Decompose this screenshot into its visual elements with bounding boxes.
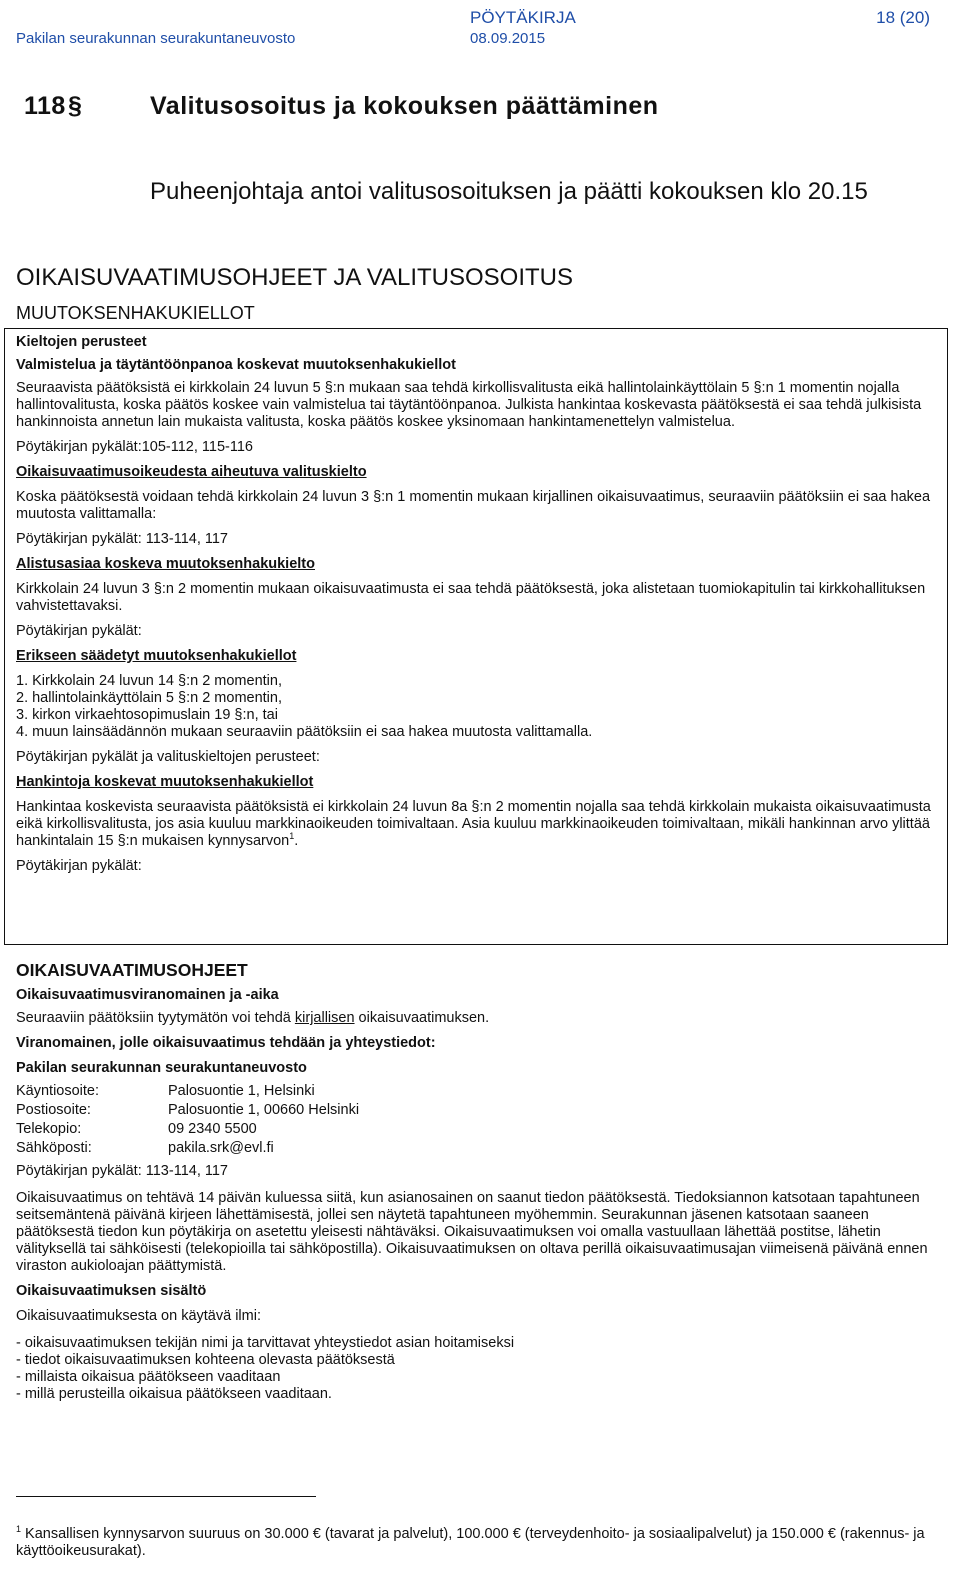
contact-details xyxy=(16,1083,936,1157)
footnote-text: Kansallisen kynnysarvon suuruus on 30.000 € (tavarat ja palvelut), 100.000 € (terveydenhoito- ja sosiaalipalvelut) ja 150.000 € (rakennus- ja käyttöoikeusurakat). xyxy=(16,1526,925,1559)
organization-name: Pakilan seurakunnan seurakuntaneuvosto xyxy=(16,1060,307,1076)
viranomainen-heading: Viranomainen, jolle oikaisuvaatimus tehdään ja yhteystiedot: xyxy=(16,1035,436,1051)
footnote-divider xyxy=(16,1496,316,1497)
instructions-heading: OIKAISUVAATIMUSOHJEET xyxy=(16,960,248,980)
contact-label: Telekopio: xyxy=(16,1121,82,1137)
deadline-text: Oikaisuvaatimus on tehtävä 14 päivän kuluessa siitä, kun asianosainen on saanut tiedon päätöksestä. Tiedoksiannon katsotaan tapahtuneen seitsemäntenä päivänä kirjeen lähettämisestä, jollei sen näytetä tapahtuneen myöhemmin. Seurakunnan jäsenen katsotaan saaneen päätöksestä tiedon kun pöytäkirja on asetettu yleisesti nähtäväksi. Oikaisuvaatimuksen voi omalla vastuullaan lähettää postitse, lähetin välityksellä tai sähköisesti (telekopioilla tai sähköpostilla). Oikaisuvaatimuksen on oltava perillä oikaisuvaatimusajan viimeisenä päivänä ennen viraston aukioloajan päättymistä. xyxy=(16,1190,928,1274)
viranomainen-aika-heading: Oikaisuvaatimusviranomainen ja -aika xyxy=(16,987,279,1003)
list-item: - tiedot oikaisuvaatimuksen kohteena olevasta päätöksestä xyxy=(16,1352,395,1368)
pykalat-2: Pöytäkirjan pykälät: 113-114, 117 xyxy=(16,531,228,547)
page-header xyxy=(16,4,944,48)
hankinta-heading: Hankintoja koskevat muutoksenhakukiellot xyxy=(16,774,314,790)
text-segment: oikaisuvaatimuksen. xyxy=(354,1010,490,1026)
erikseen-list xyxy=(16,673,936,741)
contact-value: 09 2340 5500 xyxy=(168,1121,257,1137)
erikseen-heading: Erikseen säädetyt muutoksenhakukiellot xyxy=(16,648,297,664)
valmistelu-heading: Valmistelua ja täytäntöönpanoa koskevat muutoksenhakukiellot xyxy=(16,357,456,373)
appeal-restrictions-box xyxy=(4,328,948,945)
pykalat-1: Pöytäkirjan pykälät:105-112, 115-116 xyxy=(16,439,253,455)
text-segment: Seuraaviin päätöksiin tyytymätön voi tehdä xyxy=(16,1010,295,1026)
list-item: - millaista oikaisua päätökseen vaaditaan xyxy=(16,1369,281,1385)
alistus-text: Kirkkolain 24 luvun 3 §:n 2 momentin mukaan oikaisuvaatimusta ei saa tehdä päätöksestä, joka alistetaan tuomiokapitulin tai kirkkohallituksen vahvistettavaksi. xyxy=(16,581,926,614)
document-type: PÖYTÄKIRJA xyxy=(470,8,576,27)
alistus-heading: Alistusasiaa koskeva muutoksenhakukielto xyxy=(16,556,315,572)
contact-label: Käyntiosoite: xyxy=(16,1083,100,1099)
contact-value: Palosuontie 1, Helsinki xyxy=(168,1083,315,1099)
list-item: 2. hallintolainkäyttölain 5 §:n 2 momentin, xyxy=(16,690,282,706)
hankinta-body: Hankintaa koskevista seuraavista päätöksistä ei kirkkolain 24 luvun 8a §:n 2 momentin nojalla saa tehdä kirkkolain mukaista oikaisuvaatimusta eikä kirkollisvalitusta, jos asia kuuluu markkinaoikeuden toimivaltaan. Asia kuuluu markkinaoikeuden toimivaltaan, mikäli hankinnan arvo ylittää hankintalain 15 §:n mukaisen kynnysarvon xyxy=(16,799,931,849)
paragraph-symbol: § xyxy=(68,92,83,120)
header-date: 08.09.2015 xyxy=(470,30,546,47)
pykalat-3: Pöytäkirjan pykälät: xyxy=(16,623,142,639)
list-item: - oikaisuvaatimuksen tekijän nimi ja tarvittavat yhteystiedot asian hoitamiseksi xyxy=(16,1335,515,1351)
hankinta-end: . xyxy=(294,833,299,849)
list-item: 1. Kirkkolain 24 luvun 14 §:n 2 momentin, xyxy=(16,673,282,689)
viranomainen-aika-text xyxy=(16,1010,936,1027)
sub-title: MUUTOKSENHAKUKIELLOT xyxy=(16,303,255,323)
oikaisu-heading: Oikaisuvaatimusoikeudesta aiheutuva valituskielto xyxy=(16,464,367,480)
sisalto-list xyxy=(16,1335,936,1403)
valmistelu-text: Seuraavista päätöksistä ei kirkkolain 24 luvun 5 §:n mukaan saa tehdä kirkollisvalitusta eikä hallintolainkäyttölain 5 §:n 1 momentin nojalla hallintovalitusta, koska päätös koskee vain valmistelua tai täytäntöönpanoa. Julkista hankintaa koskevasta päätöksestä ei saa tehdä julkisista hankinnoista annetun lain mukaista valitusta, koska päätös koskee yksinomaan hankintamenettelyn valmistelua. xyxy=(16,380,922,430)
list-item: - millä perusteilla oikaisua päätökseen vaaditaan. xyxy=(16,1386,332,1402)
pykalat-5: Pöytäkirjan pykälät: xyxy=(16,858,142,874)
section-heading: Valitusosoitus ja kokouksen päättäminen xyxy=(150,92,659,120)
hankinta-text xyxy=(16,799,936,850)
contact-label: Postiosoite: xyxy=(16,1102,91,1118)
footnote-marker: 1 xyxy=(16,1524,22,1535)
underlined-word: kirjallisen xyxy=(294,1010,355,1026)
contact-value: pakila.srk@evl.fi xyxy=(168,1140,274,1156)
oikaisu-text: Koska päätöksestä voidaan tehdä kirkkolain 24 luvun 3 §:n 1 momentin mukaan kirjallinen oikaisuvaatimus, seuraaviin päätöksiin ei saa hakea muutosta valittamalla: xyxy=(16,489,931,522)
footnote-reference: 1 xyxy=(289,831,295,842)
lower-pykalat: Pöytäkirjan pykälät: 113-114, 117 xyxy=(16,1163,228,1179)
list-item: 3. kirkon virkaehtosopimuslain 19 §:n, tai xyxy=(16,707,278,723)
section-number: 118 xyxy=(24,92,66,120)
contact-value: Palosuontie 1, 00660 Helsinki xyxy=(168,1102,360,1118)
sisalto-heading: Oikaisuvaatimuksen sisältö xyxy=(16,1283,207,1299)
list-item: 4. muun lainsäädännön mukaan seuraaviin päätöksiin ei saa hakea muutosta valittamalla. xyxy=(16,724,593,740)
contact-label: Sähköposti: xyxy=(16,1140,92,1156)
kieltojen-heading: Kieltojen perusteet xyxy=(16,334,147,350)
sisalto-intro: Oikaisuvaatimuksesta on käytävä ilmi: xyxy=(16,1308,261,1324)
pykalat-4: Pöytäkirjan pykälät ja valituskieltojen perusteet: xyxy=(16,749,320,765)
page-number: 18 (20) xyxy=(876,8,930,27)
main-title: OIKAISUVAATIMUSOHJEET JA VALITUSOSOITUS xyxy=(16,264,574,291)
correction-instructions xyxy=(16,962,936,1403)
section-title xyxy=(24,92,659,121)
footnote xyxy=(16,1526,926,1560)
header-organization: Pakilan seurakunnan seurakuntaneuvosto xyxy=(16,30,296,47)
section-lead: Puheenjohtaja antoi valitusosoituksen ja päätti kokouksen klo 20.15 xyxy=(150,178,868,205)
